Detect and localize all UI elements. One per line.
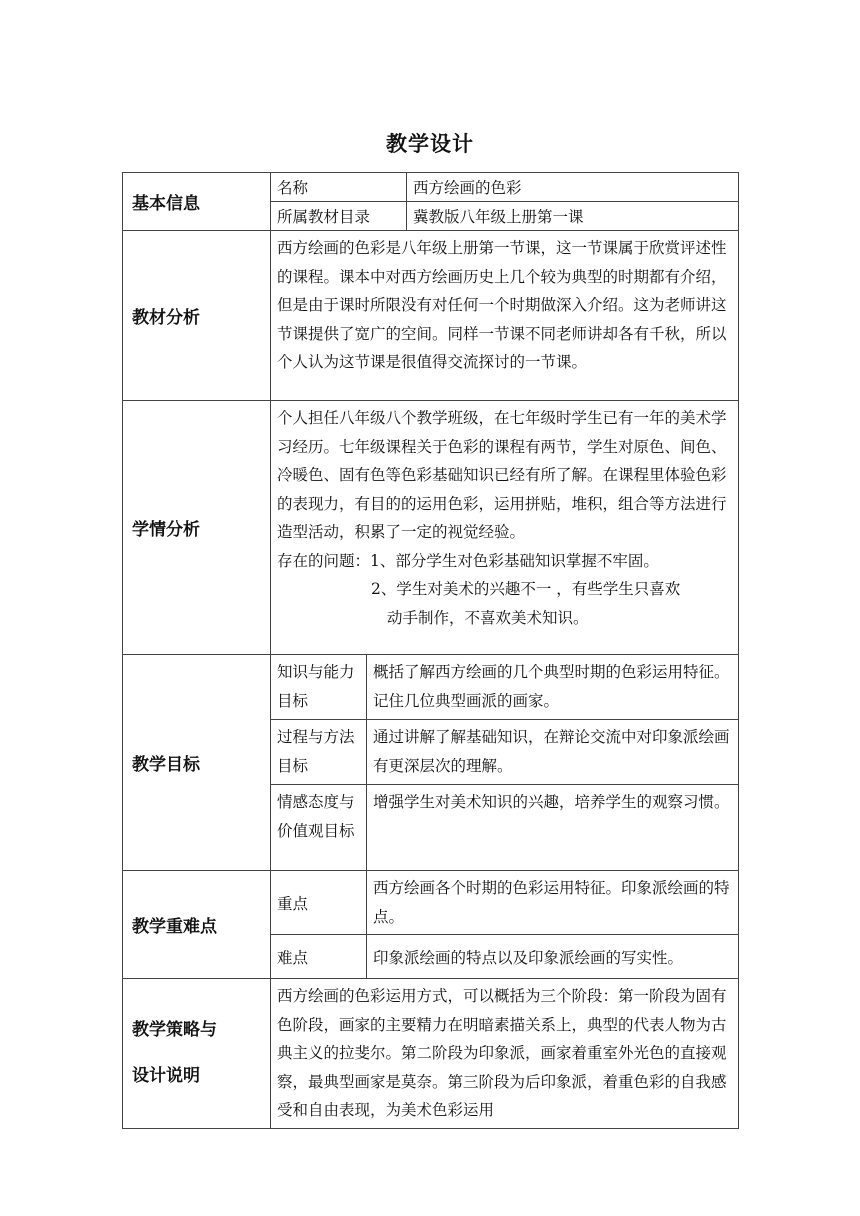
- goal-text: 概括了解西方绘画的几个典型时期的色彩运用特征。记住几位典型画派的画家。: [367, 655, 739, 720]
- page-title: 教学设计: [386, 132, 474, 156]
- goal-label: 情感态度与价值观目标: [271, 785, 367, 871]
- basic-info-header: 基本信息: [123, 173, 271, 231]
- learner-problem2-line1: 2、学生对美术的兴趣不一 ，有些学生只喜欢: [371, 580, 681, 598]
- key-points-header: 教学重难点: [123, 871, 271, 979]
- name-label: 名称: [271, 173, 407, 202]
- goal-label: 知识与能力目标: [271, 655, 367, 720]
- material-analysis-text: 西方绘画的色彩是八年级上册第一节课，这一节课属于欣赏评述性的课程。课本中对西方绘画历史上几个较为典型的时期都有介绍，但是由于课时所限没有对任何一个时期做深入介绍。这为老师讲这节课提供了宽广的空间。同样一节课不同老师讲却各有千秋，所以个人认为这节课是很值得交流探讨的一节课。: [277, 239, 727, 371]
- strategy-header: [123, 979, 271, 1129]
- material-analysis-header: 教材分析: [123, 231, 271, 401]
- focus-label: 重点: [271, 871, 367, 935]
- strategy-header-line1: 教学策略与: [132, 1020, 217, 1041]
- teaching-goals-header: 教学目标: [123, 655, 271, 871]
- learner-analysis-header: 学情分析: [123, 401, 271, 655]
- focus-text: 西方绘画各个时期的色彩运用特征。印象派绘画的特点。: [367, 871, 739, 935]
- catalog-label: 所属教材目录: [271, 202, 407, 231]
- learner-problems-line: 存在的问题：1、部分学生对色彩基础知识掌握不牢固。: [277, 551, 659, 570]
- lesson-design-table: [122, 172, 739, 1129]
- learner-analysis-text: 个人担任八年级八个教学班级，在七年级时学生已有一年的美术学习经历。七年级课程关于色彩的课程有两节，学生对原色、间色、冷暖色、固有色等色彩基础知识已经有所了解。在课程里体验色彩的表现力，有目的的运用色彩，运用拼贴，堆积，组合等方法进行造型活动，积累了一定的视觉经验。: [277, 409, 727, 541]
- name-value: 西方绘画的色彩: [407, 173, 739, 202]
- strategy-header-line2: 设计说明: [132, 1066, 200, 1087]
- goal-text: 通过讲解了解基础知识，在辩论交流中对印象派绘画有更深层次的理解。: [367, 720, 739, 785]
- goal-label: 过程与方法目标: [271, 720, 367, 785]
- difficulty-text: 印象派绘画的特点以及印象派绘画的写实性。: [367, 935, 739, 979]
- catalog-value: 冀教版八年级上册第一课: [407, 202, 739, 231]
- goal-text: 增强学生对美术知识的兴趣，培养学生的观察习惯。: [367, 785, 739, 871]
- difficulty-label: 难点: [271, 935, 367, 979]
- strategy-text: 西方绘画的色彩运用方式，可以概括为三个阶段：第一阶段为固有色阶段，画家的主要精力在明暗素描关系上，典型的代表人物为古典主义的拉斐尔。第二阶段为印象派，画家着重室外光色的直接观察，最典型画家是莫奈。第三阶段为后印象派，着重色彩的自我感受和自由表现，为美术色彩运用: [277, 987, 727, 1119]
- learner-problem2-line2: 动手制作，不喜欢美术知识。: [387, 608, 589, 627]
